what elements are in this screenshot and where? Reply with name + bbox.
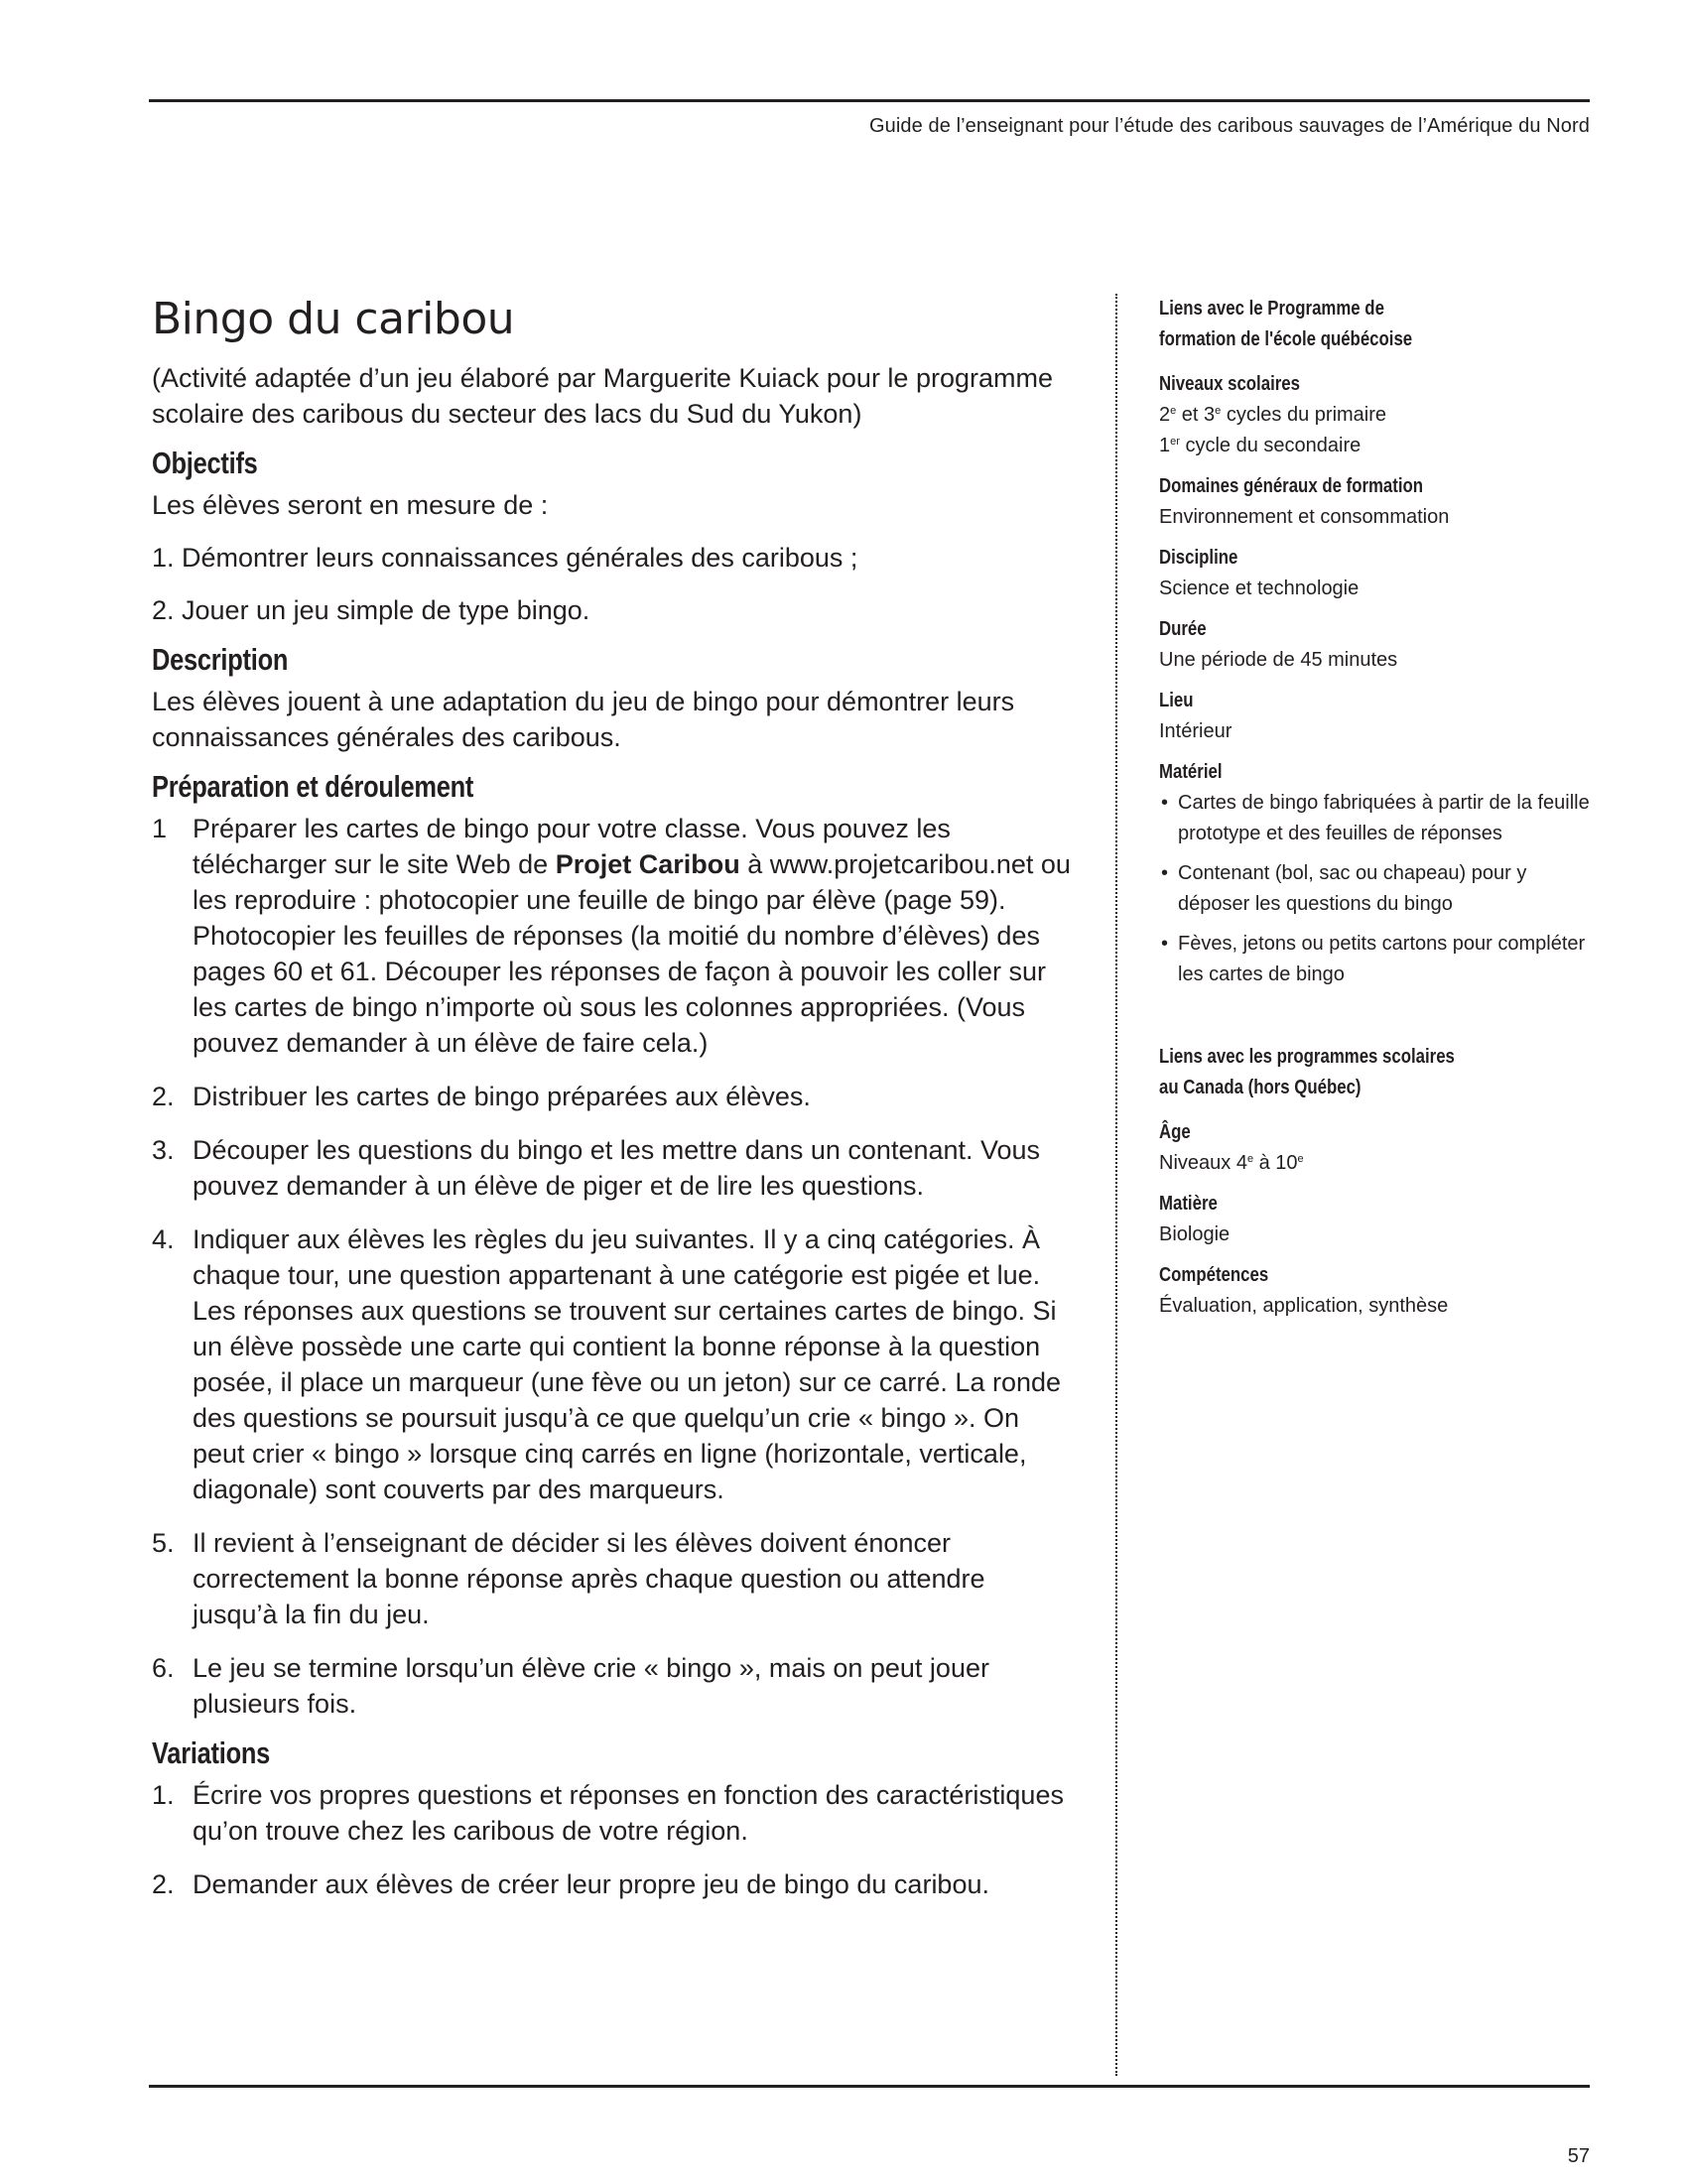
running-head: Guide de l’enseignant pour l’étude des caribous sauvages de l’Amérique du Nord <box>868 115 1590 137</box>
age-text: Niveaux 4 <box>1159 1152 1247 1174</box>
main-column <box>152 294 1075 1920</box>
variation-item <box>152 1866 1075 1902</box>
sidebar <box>1159 294 1596 1332</box>
duree-value: Une période de 45 minutes <box>1159 649 1398 671</box>
materiel <box>1159 757 1596 990</box>
competences-label: Compétences <box>1159 1264 1269 1286</box>
ordinal-suffix: e <box>1170 405 1177 417</box>
step-number: 5. <box>152 1528 175 1558</box>
discipline <box>1159 543 1596 604</box>
description-heading: Description <box>152 642 289 677</box>
lieu <box>1159 686 1596 747</box>
competences <box>1159 1260 1596 1322</box>
discipline-value: Science et technologie <box>1159 578 1360 599</box>
niveau-num: et 3 <box>1176 404 1216 426</box>
niveaux-line-1 <box>1159 400 1596 431</box>
variations-list <box>152 1777 1075 1902</box>
quebec-links-section <box>1159 294 1596 355</box>
variations-heading: Variations <box>152 1735 271 1770</box>
footer-rule <box>149 2085 1590 2088</box>
step-text: Il revient à l’enseignant de décider si les élèves doivent énoncer correctement la bonne réponse après chaque question ou attendre jusqu’à la fin du jeu. <box>193 1528 985 1629</box>
domaines-value: Environnement et consommation <box>1159 506 1450 528</box>
ordinal-suffix: er <box>1170 436 1180 448</box>
step-number: 1 <box>152 814 168 843</box>
materiel-list <box>1159 788 1596 990</box>
niveaux-line-2 <box>1159 431 1596 461</box>
matiere-value: Biologie <box>1159 1223 1231 1245</box>
bullet-icon: • <box>1161 933 1169 955</box>
ordinal-suffix: e <box>1297 1153 1304 1165</box>
step-text: Préparer les cartes de bingo pour votre classe. Vous pouvez les télécharger sur le site Web de <box>193 814 951 879</box>
materiel-label: Matériel <box>1159 761 1223 783</box>
variation-number: 1. <box>152 1780 175 1810</box>
preparation-step <box>152 1132 1075 1204</box>
ordinal-suffix: e <box>1215 405 1222 417</box>
age-text: à 10 <box>1253 1152 1298 1174</box>
niveau-num: 2 <box>1159 404 1171 426</box>
bullet-icon: • <box>1161 862 1169 884</box>
step-text: Distribuer les cartes de bingo préparées aux élèves. <box>193 1082 811 1111</box>
preparation-step <box>152 1079 1075 1114</box>
quebec-links-heading: Liens avec le Programme de formation de l'école québécoise <box>1159 298 1413 350</box>
domaines-generaux <box>1159 471 1596 533</box>
preparation-heading: Préparation et déroulement <box>152 769 474 804</box>
step-text: Découper les questions du bingo et les mettre dans un contenant. Vous pouvez demander à un élève de piger et de lire les questions. <box>193 1135 1041 1201</box>
page-title: Bingo du caribou <box>152 294 515 344</box>
duree-label: Durée <box>1159 618 1207 640</box>
activity-credit: (Activité adaptée d’un jeu élaboré par Marguerite Kuiack pour le programme scolaire des caribous du secteur des lacs du Sud du Yukon) <box>152 363 1053 429</box>
step-text: Indiquer aux élèves les règles du jeu suivantes. Il y a cinq catégories. À chaque tour, une question appartenant à une catégorie est pigée et lue. Les réponses aux questions se trouvent sur certaines cartes de bingo. Si un élève possède une carte qui contient la bonne réponse à la question posée, il place un marqueur (une fève ou un jeton) sur ce carré. La ronde des questions se poursuit jusqu’à ce que quelqu’un crie « bingo ». On peut crier « bingo » lorsque cinq carrés en ligne (horizontale, verticale, diagonale) sont couverts par des marqueurs. <box>193 1224 1062 1504</box>
ordinal-suffix: e <box>1246 1153 1254 1165</box>
materiel-item <box>1159 929 1596 990</box>
niveau-text: cycles du primaire <box>1221 404 1387 426</box>
variation-number: 2. <box>152 1869 175 1899</box>
niveau-num: 1 <box>1159 435 1171 456</box>
matiere <box>1159 1189 1596 1250</box>
age-value <box>1159 1148 1596 1179</box>
canada-links-heading: Liens avec les programmes scolaires au Canada (hors Québec) <box>1159 1046 1455 1098</box>
materiel-text: Cartes de bingo fabriquées à partir de la feuille prototype et des feuilles de réponses <box>1178 792 1590 844</box>
materiel-item <box>1159 858 1596 920</box>
objectifs-heading: Objectifs <box>152 446 258 480</box>
objectifs-intro: Les élèves seront en mesure de : <box>152 490 549 520</box>
variation-item <box>152 1777 1075 1849</box>
canada-links-section <box>1159 1042 1596 1103</box>
matiere-label: Matière <box>1159 1193 1218 1215</box>
lieu-label: Lieu <box>1159 690 1194 711</box>
step-number: 3. <box>152 1135 175 1165</box>
preparation-step <box>152 811 1075 1061</box>
description-text: Les élèves jouent à une adaptation du jeu de bingo pour démontrer leurs connaissances générales des caribous. <box>152 687 1015 752</box>
materiel-item <box>1159 788 1596 849</box>
step-number: 2. <box>152 1082 175 1111</box>
niveau-text: cycle du secondaire <box>1179 435 1362 456</box>
step-number: 4. <box>152 1224 175 1254</box>
age-label: Âge <box>1159 1121 1191 1143</box>
variation-text: Écrire vos propres questions et réponses en fonction des caractéristiques qu’on trouve chez les caribous de votre région. <box>193 1780 1064 1846</box>
preparation-step <box>152 1221 1075 1507</box>
step-number: 6. <box>152 1653 175 1683</box>
step-text-continued: à www.projetcaribou.net ou les reproduire : photocopier une feuille de bingo par élève (page 59). Photocopier les feuilles de réponses (la moitié du nombre d’élèves) des pages 60 et 61. Découper les réponses de façon à pouvoir les coller sur les cartes de bingo n’importe où sous les colonnes appropriées. (Vous pouvez demander à un élève de faire cela.) <box>193 849 1071 1058</box>
age <box>1159 1117 1596 1179</box>
lieu-value: Intérieur <box>1159 720 1233 742</box>
domaines-label: Domaines généraux de formation <box>1159 475 1424 497</box>
discipline-label: Discipline <box>1159 547 1238 569</box>
projet-caribou-name: Projet Caribou <box>555 849 740 879</box>
variation-text: Demander aux élèves de créer leur propre jeu de bingo du caribou. <box>193 1869 989 1899</box>
bullet-icon: • <box>1161 792 1169 814</box>
header-rule <box>149 99 1590 102</box>
preparation-step <box>152 1525 1075 1632</box>
preparation-step <box>152 1650 1075 1722</box>
niveaux-label: Niveaux scolaires <box>1159 373 1300 395</box>
materiel-text: Contenant (bol, sac ou chapeau) pour y déposer les questions du bingo <box>1178 862 1527 915</box>
niveaux-scolaires <box>1159 369 1596 461</box>
preparation-steps <box>152 811 1075 1722</box>
page-number: 57 <box>1567 2145 1590 2167</box>
competences-value: Évaluation, application, synthèse <box>1159 1295 1449 1317</box>
duree <box>1159 614 1596 676</box>
objectif-item: 2. Jouer un jeu simple de type bingo. <box>152 595 590 625</box>
step-text: Le jeu se termine lorsqu’un élève crie « bingo », mais on peut jouer plusieurs fois. <box>193 1653 989 1719</box>
objectif-item: 1. Démontrer leurs connaissances générales des caribous ; <box>152 543 858 573</box>
column-divider <box>1115 294 1117 2076</box>
materiel-text: Fèves, jetons ou petits cartons pour compléter les cartes de bingo <box>1178 933 1586 985</box>
